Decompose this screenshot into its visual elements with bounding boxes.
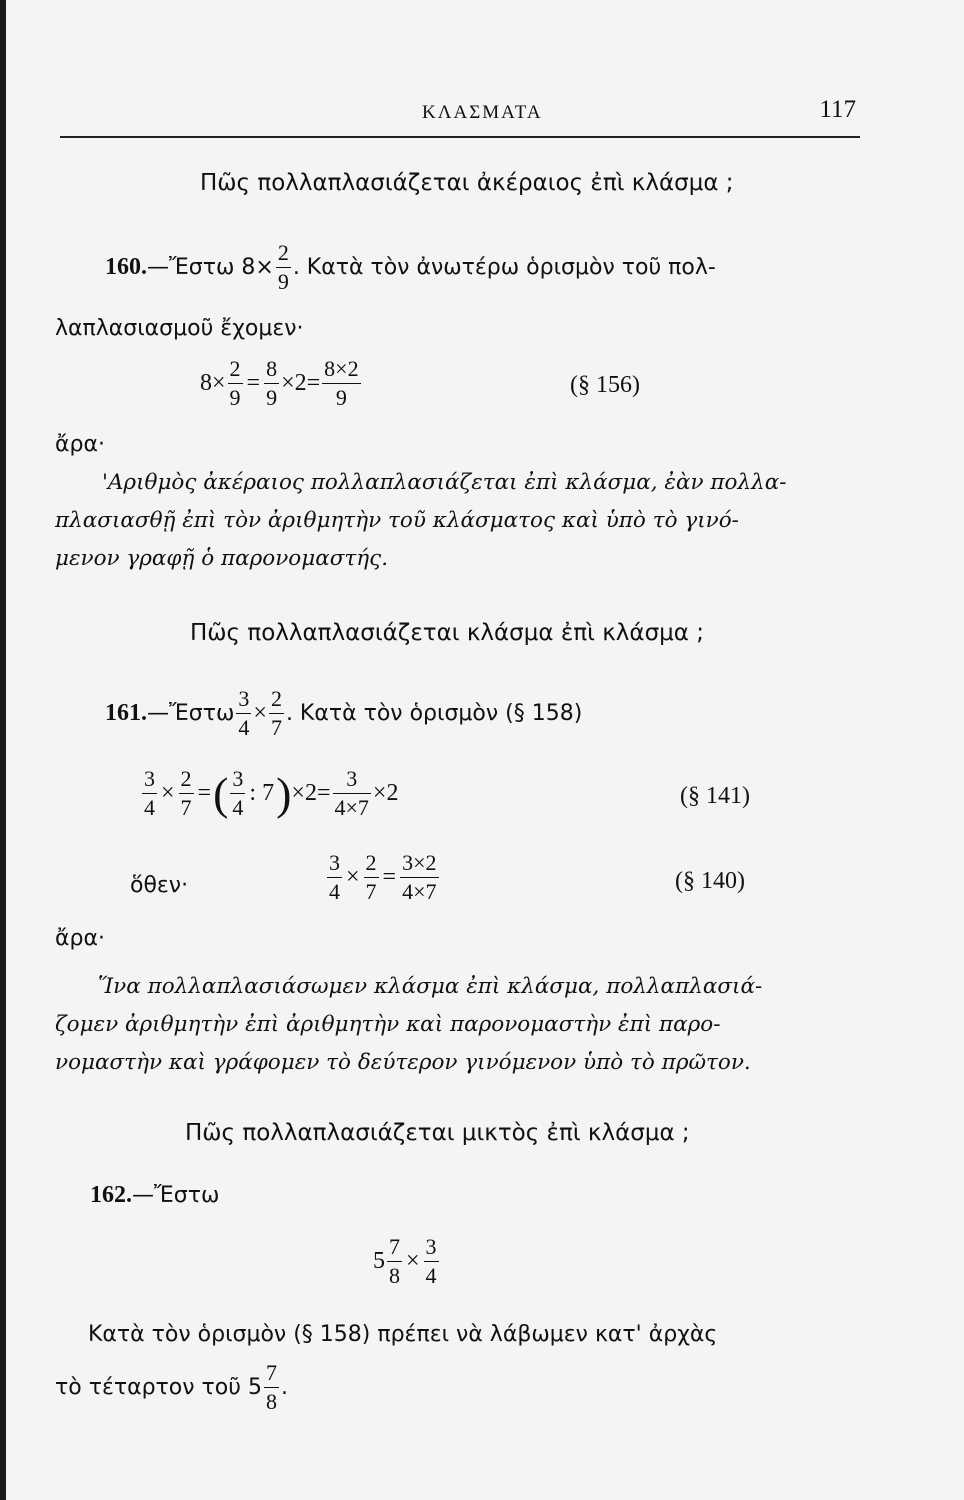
section-lead: —Ἔστω bbox=[132, 1183, 220, 1208]
section-lead: —Ἔστω 8× bbox=[147, 255, 274, 280]
section-lead: —Ἔστω bbox=[147, 701, 235, 726]
whence-label: ὅθεν· bbox=[130, 873, 189, 898]
page-edge bbox=[0, 0, 6, 1500]
page-number: 117 bbox=[819, 96, 856, 123]
conclusion-label: ἄρα· bbox=[55, 926, 105, 951]
fraction: $\frac{2}{9}$ bbox=[277, 240, 289, 294]
equation-161-a: $\frac{3}{4}$ × $\frac{2}{7}$ = ( $\frac{3}{4}$ : 7 ) ×2= $\frac{3}{4\times 7}$ ×2 bbox=[144, 766, 399, 820]
page-header bbox=[60, 96, 860, 138]
section-162-line2: τὸ τέταρτον τοῦ 5 $\frac{7}{8}$ . bbox=[55, 1360, 288, 1414]
rule-line: Ἵνα πολλαπλασιάσωμεν κλάσμα ἐπὶ κλάσμα, πολλαπλασιά- bbox=[98, 974, 763, 999]
question-mixed-times-fraction: Πῶς πολλαπλασιάζεται μικτὸς ἐπὶ κλάσμα ; bbox=[185, 1120, 690, 1146]
rule-line: νομαστὴν καὶ γράφομεν τὸ δεύτερον γινόμενον ὑπὸ τὸ πρῶτον. bbox=[55, 1050, 751, 1075]
conclusion-label: ἄρα· bbox=[55, 432, 105, 457]
section-text: . Κατὰ τὸν ὁρισμὸν (§ 158) bbox=[285, 701, 583, 726]
section-number: 160. bbox=[105, 254, 147, 280]
rule-line: πλασιασθῇ ἐπὶ τὸν ἀριθμητὴν τοῦ κλάσματος καὶ ὑπὸ τὸ γινό- bbox=[55, 508, 739, 533]
rule-line: ζομεν ἀριθμητὴν ἐπὶ ἀριθμητὴν καὶ παρονομαστὴν ἐπὶ παρο- bbox=[55, 1012, 721, 1037]
equation-162: 5 $\frac{7}{8}$ × $\frac{3}{4}$ bbox=[373, 1234, 437, 1288]
section-162-text: Κατὰ τὸν ὁρισμὸν (§ 158) πρέπει νὰ λάβωμεν κατ' ἀρχὰς bbox=[88, 1322, 718, 1347]
equation-reference: (§ 156) bbox=[570, 372, 640, 398]
section-text: . Κατὰ τὸν ἀνωτέρω ὁρισμὸν τοῦ πολ- bbox=[292, 255, 716, 280]
section-number: 161. bbox=[105, 700, 147, 726]
section-number: 162. bbox=[90, 1182, 132, 1208]
section-162-line1 bbox=[90, 1182, 219, 1209]
rule-line: μενον γραφῇ ὁ παρονομαστής. bbox=[55, 546, 389, 571]
section-160-line1 bbox=[105, 242, 716, 293]
equation-160: 8× $\frac{2}{9}$ = $\frac{8}{9}$ ×2= $\frac{8\times 2}{9}$ bbox=[200, 356, 359, 410]
equation-161-b: $\frac{3}{4}$ × $\frac{2}{7}$ = $\frac{3\times 2}{4\times 7}$ bbox=[329, 850, 437, 904]
section-161-line1: 161. —Ἔστω $\frac{3}{4}$ × $\frac{2}{7}$ . Κατὰ τὸν ὁρισμὸν (§ 158) bbox=[105, 686, 583, 740]
equation-reference: (§ 140) bbox=[675, 868, 745, 894]
section-160-line2: λαπλασιασμοῦ ἔχομεν· bbox=[55, 316, 304, 341]
question-fraction-times-fraction: Πῶς πολλαπλασιάζεται κλάσμα ἐπὶ κλάσμα ; bbox=[190, 620, 704, 646]
equation-reference: (§ 141) bbox=[680, 783, 750, 809]
question-integer-times-fraction: Πῶς πολλαπλασιάζεται ἀκέραιος ἐπὶ κλάσμα ; bbox=[200, 170, 734, 196]
rule-line: 'Αριθμὸς ἀκέραιος πολλαπλασιάζεται ἐπὶ κλάσμα, ἐὰν πολλα- bbox=[102, 470, 787, 495]
running-title: ΚΛΑΣΜΑΤΑ bbox=[422, 102, 543, 123]
